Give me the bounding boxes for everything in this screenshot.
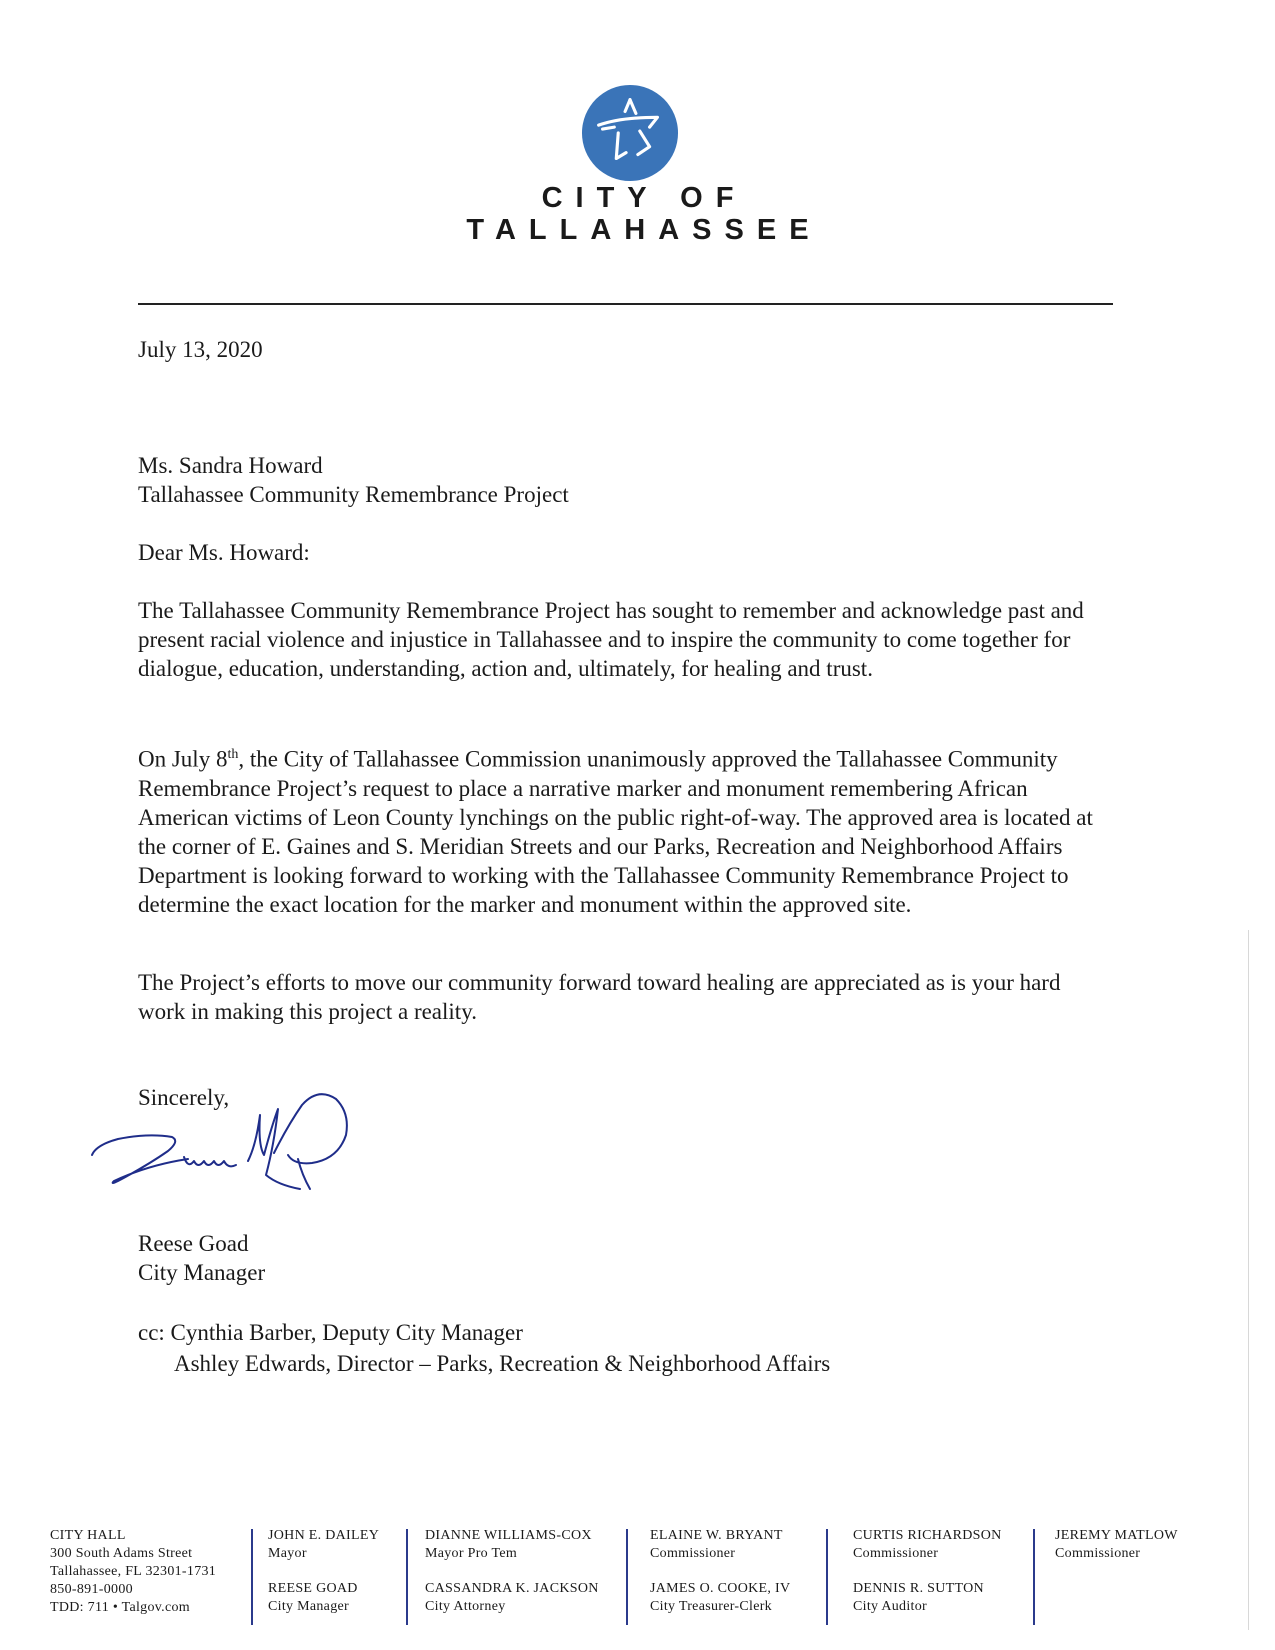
salutation: Dear Ms. Howard: xyxy=(138,540,310,565)
footer-address xyxy=(50,1527,216,1617)
paragraph-2-rest: , the City of Tallahassee Commission unanimously approved the Tallahassee Community Remembrance Project’s request to place a narrative marker and monument remembering African American victims of Leon County lynchings on the public right-of-way. The approved area is located at the corner of E. Gaines and S. Meridian Streets and our Parks, Recreation and Neighborhood Affairs Department is looking forward to working with the Tallahassee Community Remembrance Project to determine the exact location for the marker and monument within the approved site. xyxy=(138,746,1093,917)
footer-address-line: 850-891-0000 xyxy=(50,1582,133,1597)
recipient-organization: Tallahassee Community Remembrance Project xyxy=(138,482,569,507)
official-name: CURTIS RICHARDSON xyxy=(853,1528,1002,1543)
footer xyxy=(0,1527,1275,1637)
official-name: JOHN E. DAILEY xyxy=(268,1528,380,1543)
official-name: DENNIS R. SUTTON xyxy=(853,1581,984,1596)
official-name: JAMES O. COOKE, IV xyxy=(650,1581,791,1596)
signer-block xyxy=(138,1229,265,1287)
footer-separator xyxy=(406,1529,408,1625)
official-name: ELAINE W. BRYANT xyxy=(650,1528,783,1543)
footer-col-1 xyxy=(268,1527,379,1616)
closing: Sincerely, xyxy=(138,1085,230,1110)
official-title: Commissioner xyxy=(853,1546,939,1561)
paragraph-2-superscript: th xyxy=(227,747,239,762)
official-name: JEREMY MATLOW xyxy=(1055,1528,1178,1543)
official-name: REESE GOAD xyxy=(268,1581,358,1596)
official-title: Mayor Pro Tem xyxy=(425,1546,518,1561)
page-edge-line xyxy=(1248,930,1249,1630)
footer-separator xyxy=(251,1529,253,1625)
signer-title: City Manager xyxy=(138,1260,266,1285)
paragraph-2-lead: On July 8 xyxy=(138,746,228,772)
footer-address-line: TDD: 711 • Talgov.com xyxy=(50,1600,190,1615)
footer-separator xyxy=(1033,1529,1035,1625)
footer-col-5 xyxy=(1055,1527,1178,1563)
cc-line-1: cc: Cynthia Barber, Deputy City Manager xyxy=(138,1320,523,1345)
official-title: City Treasurer-Clerk xyxy=(650,1599,772,1614)
official-title: Commissioner xyxy=(650,1546,736,1561)
official-name: CASSANDRA K. JACKSON xyxy=(425,1581,599,1596)
footer-separator xyxy=(626,1529,628,1625)
recipient-block xyxy=(138,451,1098,509)
official-title: Mayor xyxy=(268,1546,307,1561)
cc-line-2: Ashley Edwards, Director – Parks, Recreation & Neighborhood Affairs xyxy=(174,1351,831,1376)
signer-name: Reese Goad xyxy=(138,1231,249,1256)
paragraph-2 xyxy=(138,740,1098,919)
footer-address-line: Tallahassee, FL 32301-1731 xyxy=(50,1564,217,1579)
footer-col-4 xyxy=(853,1527,1002,1616)
cc-block xyxy=(138,1317,830,1379)
footer-separator xyxy=(826,1529,828,1625)
letterhead-tallahassee: TALLAHASSEE xyxy=(466,214,822,246)
paragraph-3: The Project’s efforts to move our community forward toward healing are appreciated as is your hard work in making this project a reality. xyxy=(138,970,1061,1024)
paragraph-1: The Tallahassee Community Remembrance Project has sought to remember and acknowledge past and present racial violence and injustice in Tallahassee and to inspire the community to come together for dialogue, education, understanding, action and, ultimately, for healing and trust. xyxy=(138,598,1084,681)
handwritten-signature xyxy=(88,1085,378,1215)
footer-col-3 xyxy=(650,1527,790,1616)
letter-date: July 13, 2020 xyxy=(138,337,263,362)
city-logo xyxy=(581,84,679,182)
footer-col-2 xyxy=(425,1527,599,1616)
recipient-name: Ms. Sandra Howard xyxy=(138,453,323,478)
footer-address-line: 300 South Adams Street xyxy=(50,1546,193,1561)
footer-address-line: CITY HALL xyxy=(50,1528,126,1543)
official-title: City Manager xyxy=(268,1599,349,1614)
official-title: City Attorney xyxy=(425,1599,506,1614)
official-name: DIANNE WILLIAMS-COX xyxy=(425,1528,592,1543)
official-title: City Auditor xyxy=(853,1599,927,1614)
letterhead-divider xyxy=(138,303,1113,305)
official-title: Commissioner xyxy=(1055,1546,1141,1561)
letterhead-city-of: CITY OF xyxy=(541,182,747,214)
